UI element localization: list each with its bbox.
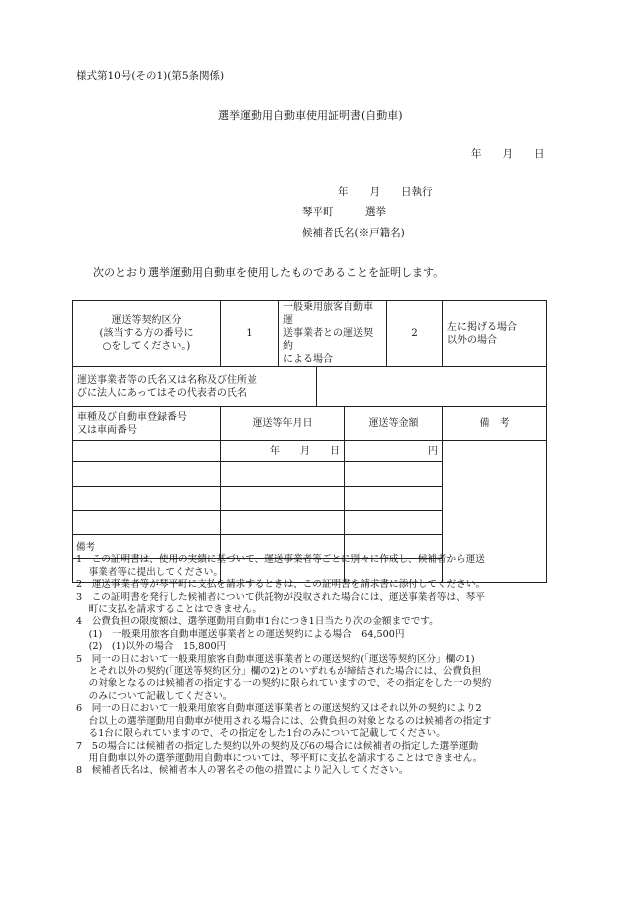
operator-label: 運送事業者等の氏名又は名称及び住所並 びに法人にあってはその代表者の氏名 (73, 367, 317, 407)
date-cell[interactable]: 年 月 日 (221, 441, 345, 462)
date-cell[interactable] (221, 462, 345, 487)
election-date: 年 月 日執行 (338, 186, 433, 198)
form-number: 様式第10号(その1)(第5条関係) (76, 70, 225, 82)
col-date: 運送等年月日 (221, 407, 345, 441)
candidate-name-label: 候補者氏名(※戸籍名) (302, 227, 405, 239)
col-amount: 運送等金額 (345, 407, 443, 441)
note-line: 7 5の場合には候補者の指定した契約以外の契約及び6の場合には候補者の指定した選挙運動 (76, 740, 479, 752)
vehicle-cell[interactable] (73, 511, 221, 535)
note-line: 用自動車以外の選挙運動用自動車については、琴平町に支払を請求することはできません。 (76, 752, 483, 764)
note-line: (2) (1)以外の場合 15,800円 (76, 641, 227, 653)
usage-table (72, 300, 547, 583)
note-line: 1 この証明書は、使用の実績に基づいて、運送事業者等ごとに別々に作成し、候補者から運送 (76, 554, 485, 566)
option-2-number[interactable]: 2 (387, 301, 443, 367)
note-line: 2 運送事業者等が琴平町に支払を請求するときは、この証明書を請求書に添付してください。 (76, 579, 486, 591)
amount-cell[interactable]: 円 (345, 441, 443, 462)
option-1-text: 一般乗用旅客自動車運 送事業者との運送契約 による場合 (279, 301, 387, 367)
note-line: 台以上の選挙運動用自動車が使用される場合には、公費負担の対象となるのは候補者の指定す (76, 715, 492, 727)
col-vehicle: 車種及び自動車登録番号 又は車両番号 (73, 407, 221, 441)
vehicle-cell[interactable] (73, 441, 221, 462)
note-line: とそれ以外の契約(「運送等契約区分」欄の2)とのいずれもが締結された場合には、公費負担 (76, 666, 482, 678)
col-remarks: 備 考 (443, 407, 547, 441)
note-line: (1) 一般乗用旅客自動車運送事業者との運送契約による場合 64,500円 (76, 628, 405, 640)
note-line: 6 同一の日において一般乗用旅客自動車運送事業者との運送契約又はそれ以外の契約により2 (76, 703, 482, 715)
amount-cell[interactable] (345, 511, 443, 535)
note-line: 3 この証明書を発行した候補者について供託物が没収された場合には、運送事業者等は、琴平 (76, 591, 485, 603)
note-line: のみについて記載してください。 (76, 690, 233, 702)
document-title: 選挙運動用自動車使用証明書(自動車) (218, 109, 403, 122)
notes (76, 542, 566, 778)
date-cell[interactable] (221, 511, 345, 535)
amount-cell[interactable] (345, 487, 443, 511)
notes-heading: 備考 (76, 542, 96, 553)
option-2-text: 左に掲げる場合 以外の場合 (443, 301, 547, 367)
operator-field[interactable] (317, 367, 547, 407)
note-line: 町に支払を請求することはできません。 (76, 604, 262, 616)
note-line: 8 候補者氏名は、候補者本人の署名その他の措置により記入してください。 (76, 765, 409, 777)
amount-cell[interactable] (345, 462, 443, 487)
vehicle-cell[interactable] (73, 487, 221, 511)
note-line: る1台に限られていますので、その指定をした1台のみについて記載してください。 (76, 728, 446, 740)
date-cell[interactable] (221, 487, 345, 511)
note-line: 5 同一の日において一般乗用旅客自動車運送事業者との運送契約(「運送等契約区分」欄の1) (76, 653, 475, 665)
note-line: 4 公費負担の限度額は、選挙運動用自動車1台につき1日当たり次の金額までです。 (76, 616, 439, 628)
contract-type-label: 運送等契約区分 (該当する方の番号に ○をしてください。) (73, 301, 221, 367)
vehicle-cell[interactable] (73, 462, 221, 487)
note-line: の対象となるのは候補者の指定する一の契約に限られていますので、その指定をした一の契約 (76, 678, 492, 690)
option-1-number[interactable]: 1 (221, 301, 279, 367)
issue-date: 年 月 日 (471, 148, 545, 160)
statement: 次のとおり選挙運動用自動車を使用したものであることを証明します。 (93, 266, 445, 279)
note-line: 事業者等に提出してください。 (76, 566, 223, 578)
election-name: 琴平町 選挙 (302, 206, 386, 218)
